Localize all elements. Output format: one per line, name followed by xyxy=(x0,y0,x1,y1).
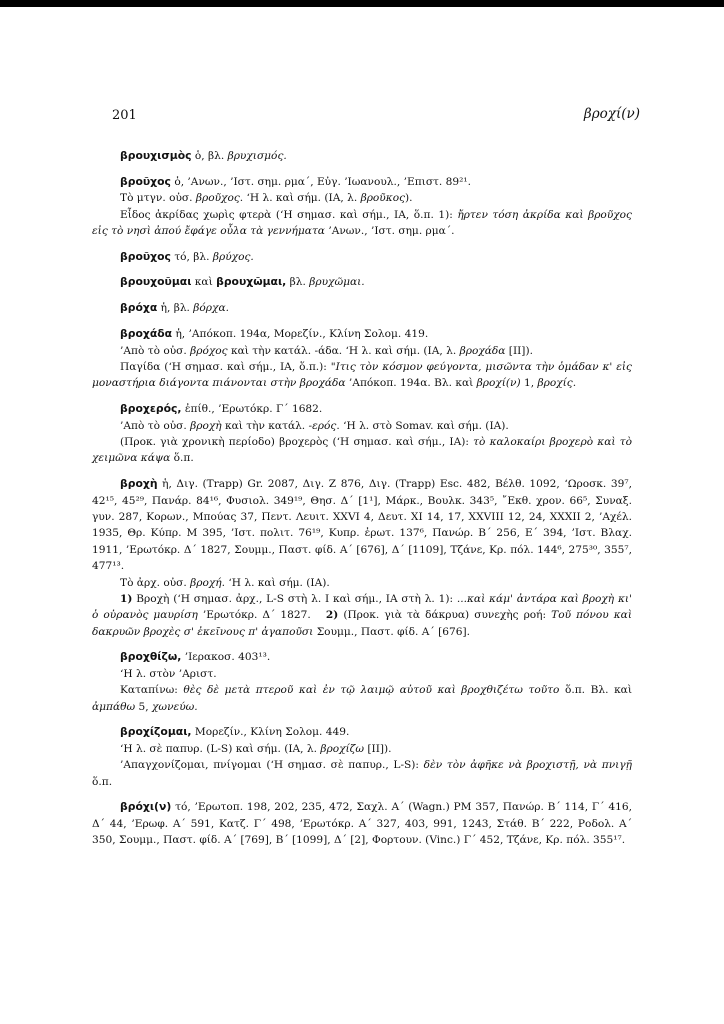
entry-vrochin xyxy=(92,799,632,849)
entry-line: βρουχοῦμαι καὶ βρουχῶμαι, βλ. βρυχῶμαι. xyxy=(120,275,365,289)
entry-vrouchos-neut xyxy=(92,249,632,266)
entry-etymology: ’Απὸ τὸ οὐσ. βρόχος καὶ τὴν κατάλ. -άδα. ‘Η λ. καὶ σήμ. (ΙΑ, λ. βροχάδα [ΙΙ]). xyxy=(120,344,533,357)
entry-etymology: ’Απὸ τὸ οὐσ. βροχὴ καὶ τὴν κατάλ. -ερός. ‘Η λ. στὸ Somav. καὶ σήμ. (ΙΑ). xyxy=(120,419,509,432)
quotation: ἤρτεν τόση ἀκρίδα καὶ βροῦχος εἰς τὸ νησὶ ἀπού ἔφάγε οὖλα τὰ γεννήματα xyxy=(92,208,632,238)
entry-definition: (Προκ. γιὰ χρονικὴ περίοδο) βροχερὸς (‘Η σημασ. καὶ σήμ., ΙΑ): τὸ καλοκαίρι βροχερὸ καὶ τὸ χειμῶνα κάψα ὅ.π. xyxy=(92,435,632,465)
cross-reference: βροχί(ν) xyxy=(476,377,521,390)
entry-definition: ’Απαγχονίζομαι, πνίγομαι (‘Η σημασ. σὲ παπυρ., L-S): δὲν τὸν ἀφῆκε νὰ βροχιστῇ, νὰ πνιγῇ ὅ.π. xyxy=(92,759,632,788)
headword: βροχὴ xyxy=(120,476,158,490)
running-head: βροχί(ν) xyxy=(583,106,640,122)
cross-reference: χωνεύω. xyxy=(152,700,198,713)
entry-definition: Καταπίνω: θὲς δὲ μετὰ πτεροῦ καὶ ἐν τῷ λαιμῷ αὐτοῦ καὶ βροχθιζέτω τοῦτο ὅ.π. Βλ. καὶ ἀμπάθω 5, χωνεύω. xyxy=(92,684,632,713)
entry-sources: βροῦχος ὁ, ’Ανων., ’Ιστ. σημ. ρμα΄, Εὐγ. ’Ιωανουλ., ’Επιστ. 89²¹. xyxy=(120,174,471,188)
quotation: Τοῦ πόνου καὶ δακρυῶν βροχὲς σ' ἐκεῖνους π' ἀγαποῦσι xyxy=(92,609,632,638)
entry-vrochi xyxy=(92,476,632,640)
entry-vrocheros xyxy=(92,401,632,467)
entry-vrochthizo xyxy=(92,649,632,715)
entry-line: βροῦχος τό, βλ. βρύχος. xyxy=(120,249,254,263)
entry-vrouchoumai xyxy=(92,274,632,291)
entry-sources: βροχθίζω, ’Ιερακοσ. 403¹³. xyxy=(120,650,271,664)
entry-etymology: Τὸ μτγν. οὐσ. βροῦχος. ‘Η λ. καὶ σήμ. (ΙΑ, λ. βροῦκος). xyxy=(120,192,413,205)
entry-etymology: ‘Η λ. στὸν ’Αριστ. xyxy=(120,667,217,680)
cross-reference: βόρχα. xyxy=(193,302,229,315)
headword: βρουχοῦμαι xyxy=(120,275,192,289)
entry-text: ὁ, βλ. xyxy=(191,150,228,162)
entry-vrocha xyxy=(92,300,632,317)
page-number: 201 xyxy=(112,108,137,123)
quotation: τὸ καλοκαίρι βροχερὸ καὶ τὸ χειμῶνα κάψα xyxy=(92,435,632,465)
sense-number: 2) xyxy=(325,609,339,622)
dictionary-column xyxy=(92,148,632,858)
cross-reference: βρύχος. xyxy=(212,250,254,263)
top-page-edge-rule xyxy=(0,0,724,7)
quotation: θὲς δὲ μετὰ πτεροῦ καὶ ἐν τῷ λαιμῷ αὐτοῦ καὶ βροχθιζέτω τοῦτο xyxy=(183,684,560,697)
entry-sources: βροχὴ ἡ, Διγ. (Trapp) Gr. 2087, Διγ. Ζ 876, Διγ. (Trapp) Esc. 482, Βέλθ. 1092, ‘Ωροσκ. 39⁷, 42¹⁵, 45²⁹, Πανάρ. 84¹⁶, Φυσιολ. 349¹⁹, Θησ. Δ΄ [1¹], Μάρκ., Βουλκ. 343⁵, ῎Εκθ. χρον. 66⁵, Συναξ. γυν. 287, Κορων., Μπούας 37, Πεντ. Λευιτ. XXVI 4, Δευτ. XI 14, 17, XXVIII 12, 24, XXXII 2, ’Αχέλ. 1935, Θρ. Κύπρ. Μ 395, ’Ιστ. πολιτ. 76¹⁹, Κυπρ. ἐρωτ. 137⁶, Πανώρ. Β΄ 256, Ε΄ 394, ’Ιστ. Βλαχ. 1911, ’Ερωτόκρ. Δ΄ 1827, Σουμμ., Παστ. φίδ. Α΄ [676], Δ΄ [1109], Τζάνε, Κρ. πόλ. 144⁶, 275³⁰, 355⁷, 477¹³. xyxy=(92,476,632,573)
sense-number: 1) xyxy=(120,592,133,605)
headword-variant: βρουχῶμαι, xyxy=(216,275,287,289)
entry-vrouchismos xyxy=(92,148,632,165)
entry-etymology: Τὸ ἀρχ. οὐσ. βροχή. ‘Η λ. καὶ σήμ. (ΙΑ). xyxy=(120,576,330,589)
headword: βρουχισμὸς xyxy=(120,149,192,162)
headword: βροχθίζω, xyxy=(120,650,182,664)
headword: βροχερός, xyxy=(120,401,182,415)
cross-reference: ἀμπάθω xyxy=(92,700,136,713)
headword: βρόχι(ν) xyxy=(120,800,172,814)
entry-definition: Παγίδα (‘Η σημασ. καὶ σήμ., ΙΑ, ὅ.π.): "Ιτις τὸν κόσμον φεύγοντα, μισῶντα τὴν ὁμάδαν κ' εἰς μοναστήρια διάγοντα πιάνονται στὴν βροχάδα ’Απόκοπ. 194α. Βλ. καὶ βροχί(ν) 1, βροχίς. xyxy=(92,361,632,390)
headword: βροῦχος xyxy=(120,249,171,263)
entry-line: βρόχα ἡ, βλ. βόρχα. xyxy=(120,301,229,315)
entry-sources: βροχίζομαι, Μορεζίν., Κλίνη Σολομ. 449. xyxy=(120,725,350,739)
entry-etymology: ‘Η λ. σὲ παπυρ. (L-S) καὶ σήμ. (ΙΑ, λ. βροχίζω [ΙΙ]). xyxy=(120,742,392,755)
entry-sources: βροχάδα ἡ, ’Απόκοπ. 194α, Μορεζίν., Κλίνη Σολομ. 419. xyxy=(120,326,429,340)
headword: βροχάδα xyxy=(120,326,173,340)
headword: βροχίζομαι, xyxy=(120,725,192,739)
quotation: ...καὶ κάμ' ἀντάρα καὶ βροχὴ κι' ὁ οὐρανὸς μαυρίση xyxy=(92,592,632,622)
headword: βροῦχος xyxy=(120,174,171,188)
entry-line xyxy=(92,148,632,165)
cross-reference: βρυχῶμαι. xyxy=(309,276,365,289)
quotation: "Ιτις τὸν κόσμον φεύγοντα, μισῶντα τὴν ὁμάδαν κ' εἰς μοναστήρια διάγοντα πιάνονται στὴν βροχάδα xyxy=(92,361,632,390)
entry-vrouchos-masc xyxy=(92,174,632,240)
headword: βρόχα xyxy=(120,301,158,315)
quotation: δὲν τὸν ἀφῆκε νὰ βροχιστῇ, νὰ πνιγῇ xyxy=(423,759,632,772)
entry-vrochizomai xyxy=(92,724,632,790)
entry-sources: βροχερός, ἐπίθ., ’Ερωτόκρ. Γ΄ 1682. xyxy=(120,401,323,415)
entry-definition: Εἶδος ἀκρίδας χωρὶς φτερὰ (‘Η σημασ. καὶ σήμ., ΙΑ, ὅ.π. 1): ἤρτεν τόση ἀκρίδα καὶ βροῦχος εἰς τὸ νησὶ ἀπού ἔφάγε οὖλα τὰ γεννήματα ’Ανων., ’Ιστ. σημ. ρμα΄. xyxy=(92,208,632,238)
entry-definition: 1) Βροχὴ (‘Η σημασ. ἀρχ., L-S στὴ λ. Ι καὶ σήμ., ΙΑ στὴ λ. 1): ...καὶ κάμ' ἀντάρα καὶ βροχὴ κι' ὁ οὐρανὸς μαυρίση ’Ερωτόκρ. Δ΄ 1827. 2) (Προκ. γιὰ τὰ δάκρυα) συνεχὴς ροή: Τοῦ πόνου καὶ δακρυῶν βροχὲς σ' ἐκεῖνους π' ἀγαποῦσι Σουμμ., Παστ. φίδ. Α΄ [676]. xyxy=(92,592,632,638)
cross-reference: βροχίς. xyxy=(537,377,577,390)
entry-sources: βρόχι(ν) τό, ’Ερωτοπ. 198, 202, 235, 472, Σαχλ. Α΄ (Wagn.) PM 357, Πανώρ. Β΄ 114, Γ΄ 416, Δ΄ 44, ’Ερωφ. Α΄ 591, Κατζ. Γ΄ 498, ’Ερωτόκρ. Α΄ 327, 403, 991, 1243, Στάθ. Β΄ 222, Ροδολ. Α΄ 350, Σουμμ., Παστ. φίδ. Α΄ [769], Β΄ [1099], Δ΄ [2], Φορτουν. (Vinc.) Γ΄ 452, Τζάνε, Κρ. πόλ. 355¹⁷. xyxy=(92,800,632,847)
cross-reference: βρυχισμός. xyxy=(227,150,287,162)
entry-vrochada xyxy=(92,326,632,392)
